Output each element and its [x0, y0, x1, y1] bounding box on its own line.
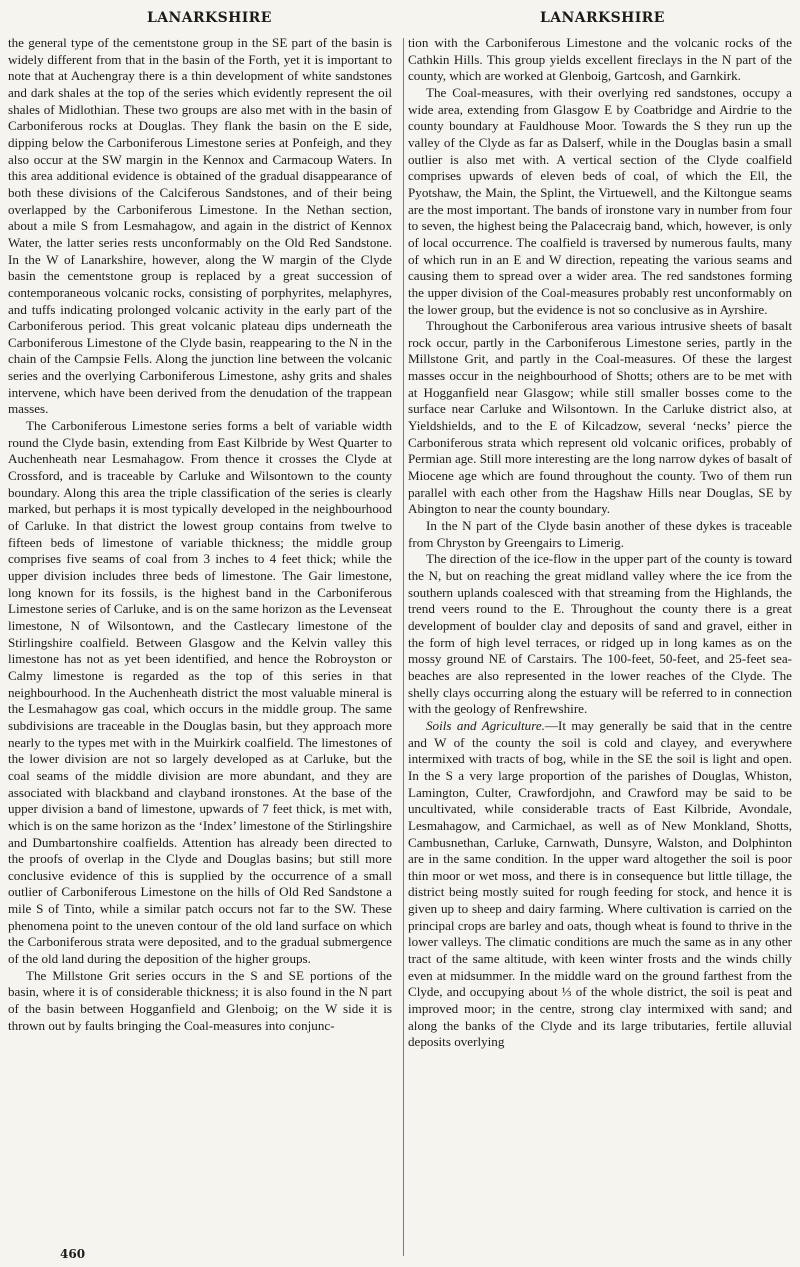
right-text-column: [408, 35, 792, 1247]
paragraph: Throughout the Carboniferous area various intrusive sheets of basalt rock occur, partly in the Carboniferous Limestone series, partly in the Millstone Grit, and partly in the Coal-measures. Of these the largest masses occur in the neighbourhood of Shotts; others are to be met with at Hogganfield near Glasgow; while still smaller bosses come to the surface near Carluke and Wilsontown. In the Carluke district also, at Yieldshields, and to the E of Kilcadzow, several ‘necks’ pierce the Carboniferous strata which represent old volcanic orifices, probably of Permian age. Still more interesting are the long narrow dykes of basalt of Miocene age which are found throughout the county. Two of them run parallel with each other from the Hagshaw Hills near Douglas, SE by Abington to near the county boundary.: [408, 318, 792, 517]
paragraph: tion with the Carboniferous Limestone and the volcanic rocks of the Cathkin Hills. This group yields excellent fireclays in the N part of the county, which are worked at Glenboig, Gartcosh, and Garnkirk.: [408, 35, 792, 84]
paragraph: The Millstone Grit series occurs in the S and SE portions of the basin, where it is of considerable thickness; it is also found in the N part of the basin between Hogganfield and Glenboig; on the W side it is thrown out by faults bringing the Coal-measures into conjunc-: [8, 967, 392, 1033]
section-heading-soils: Soils and Agriculture.: [426, 717, 545, 733]
paragraph: the general type of the cementstone group in the SE part of the basin is widely different from that in the basin of the Forth, yet it is important to note that at Auchengray there is a thin development of white sandstones and dark shales at the top of the series which evidently represent the oil shales of Midlothian. These two groups are also met with in the basin of Carboniferous rocks at Douglas. They flank the basin on the E side, dipping below the Carboniferous Limestone series at Ponfeigh, and they also occur at the SW margin in the Kennox and Carmacoup Waters. In this area additional evidence is obtained of the gradual disappearance of both these divisions of the Calciferous Sandstones, and of their being overlapped by the Carboniferous Limestone. In the Nethan section, about a mile S from Lesmahagow, and again in the district of Kennox Water, the latter series rests unconformably on the Old Red Sandstone. In the W of Lanarkshire, however, along the W margin of the Clyde basin the cementstone group is replaced by a great succession of contemporaneous volcanic rocks, consisting of porphyrites, melaphyres, and tuffs indicating prolonged volcanic activity in the early part of the Carboniferous period. This great volcanic plateau dips underneath the Carboniferous Limestone of the Clyde basin, reappearing to the N in the chain of the Campsie Fells. Along the junction line between the volcanic series and the overlying Carboniferous Limestone, ashy grits and shales intervene, which have been derived from the denudation of the trappean masses.: [8, 35, 392, 417]
paragraph: In the N part of the Clyde basin another of these dykes is traceable from Chryston by Greengairs to Limerig.: [408, 518, 792, 550]
left-text-column: [8, 35, 392, 1247]
paragraph: The Coal-measures, with their overlying red sandstones, occupy a wide area, extending from Glasgow E by Coatbridge and Airdrie to the county boundary at Fauldhouse Moor. Towards the S they run up the valley of the Clyde as far as Dalserf, while in the Douglas basin a small outlier is also met with. A vertical section of the Clyde coalfield comprises upwards of eleven beds of coal, of which the Ell, the Pyotshaw, the Main, the Splint, the Virtuewell, and the Kiltongue seams are the most important. The bands of ironstone vary in number from four to seven, the highest being the Palacecraig band, which, however, is only of local occurrence. The coalfield is traversed by numerous faults, many of which run in an E and W direction, repeating the various seams and causing them to spread over a wider area. The red sandstones forming the upper division of the Coal-measures probably rest unconformably on the lower group, but the evidence is not so conclusive as in Ayrshire.: [408, 84, 792, 317]
page-number: 460: [60, 1247, 86, 1261]
soils-text: —It may generally be said that in the centre and W of the county the soil is cold and clayey, and everywhere intermixed with tracts of bog, while in the SE the soil is light and open. In the S a very large proportion of the parishes of Douglas, Whiston, Lamington, Culter, Crawfordjohn, and Crawford may be said to be uncultivated, while considerable tracts of East Kilbride, Avondale, Lesmahagow, and Carmichael, as well as of New Monkland, Shotts, Cambusnethan, Carluke, Carnwath, Dunsyre, Walston, and Dolphinton are in the same condition. In the upper ward altogether the soil is poor thin moor or wet moss, and there is in consequence but little tillage, the district being mostly suited for rough feeding for stock, and hence it is given up to sheep and dairy farming. Where cultivation is carried on the principal crops are barley and oats, though wheat is found to thrive in the lower valleys. The climatic conditions are much the same as in any other tract of the same altitude, with keen winter frosts and the winds chilly even at midsummer. In the middle ward on the ground farthest from the Clyde, and occupying about ⅓ of the whole district, the soil is peat and improved moor; in the centre, strong clay intermixed with sand; and along the banks of the Clyde and its large tributaries, fertile alluvial deposits overlying: [408, 717, 792, 1050]
right-running-title: LANARKSHIRE: [540, 10, 665, 26]
soils-paragraph: [408, 718, 792, 1051]
column-divider: [403, 38, 404, 1256]
paragraph: The Carboniferous Limestone series forms a belt of variable width round the Clyde basin, extending from East Kilbride by West Quarter to Auchenheath near Lesmahagow. From thence it crosses the Clyde at Crossford, and is traceable by Carluke and Wilsontown to the county boundary. Along this area the triple classification of the series is clearly marked, but perhaps it is most typically developed in the neighbourhood of Carluke. In that district the lowest group contains from twelve to fifteen beds of limestone of variable thickness; the middle group comprises five seams of coal from 3 inches to 4 feet thick; while the upper division includes three beds of limestone. The Gair limestone, long known for its fossils, is the highest band in the Carboniferous Limestone series of Carluke, and is on the same horizon as the Levenseat limestone, N of Wilsontown, and the Castlecary limestone of the Stirlingshire coalfield. Between Glasgow and the Kelvin valley this limestone has not as yet been identified, and hence the Robroyston or Calmy limestone is regarded as the top of this series in that neighbourhood. In the Auchenheath district the most valuable mineral is the Lesmahagow gas coal, which occurs in the middle group. The same subdivisions are traceable in the Douglas basin, but they approach more nearly to the types met with in the Muirkirk coalfield. The limestones of the lower division are not so largely developed as at Carluke, but the coal seams of the middle division are more abundant, and they are associated with blackband and clayband ironstones. At the base of the upper division a band of limestone, upwards of 7 feet thick, is met with, which is on the same horizon as the ‘Index’ limestone of the Stirlingshire and Dumbartonshire coalfields. Attention has already been directed to the proofs of overlap in the Clyde and Douglas basins; but still more conclusive evidence of this is supplied by the occurrence of a small outlier of Carboniferous Limestone on the hills of Old Red Sandstone a mile S of Tinto, while a similar patch occurs not far to the SW. These phenomena point to the uneven contour of the old land surface on which the Carboniferous strata were deposited, and to the gradual submergence of the old land during the deposition of the higher groups.: [8, 418, 392, 967]
running-header: [0, 8, 800, 30]
left-running-title: LANARKSHIRE: [147, 10, 272, 26]
paragraph: The direction of the ice-flow in the upper part of the county is toward the N, but on reaching the great midland valley where the ice from the southern uplands coalesced with that streaming from the Highlands, the trend veers round to the E. Throughout the county there is a great development of boulder clay and deposits of sand and gravel, either in the form of high level terraces, or ridged up in long kames as on the mossy ground NE of Carstairs. The 100-feet, 50-feet, and 25-feet sea-beaches are also represented in the lower reaches of the Clyde. The shelly clays occurring along the estuary will be referred to in connection with the geology of Renfrewshire.: [408, 551, 792, 717]
